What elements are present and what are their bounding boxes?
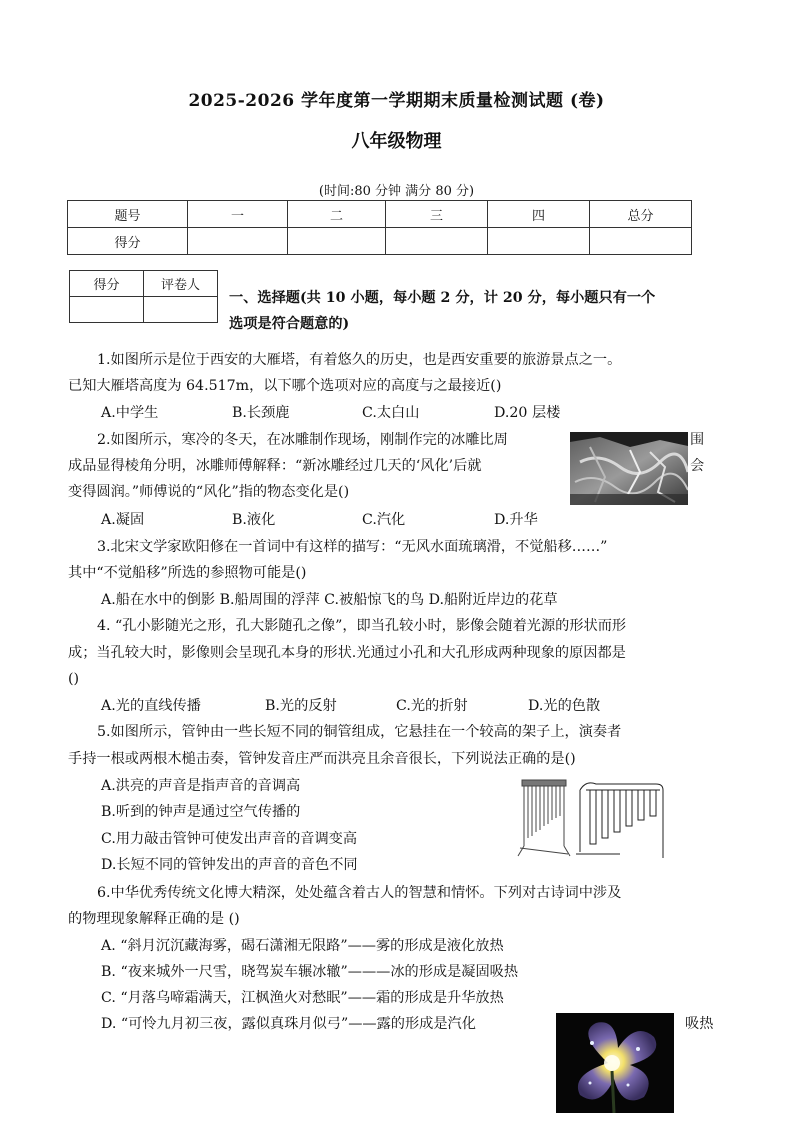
q4-line3: () [68, 671, 80, 687]
q2-option-b: B.液化 [232, 512, 276, 528]
q2-option-d: D.升华 [494, 512, 538, 528]
q6-line2: 的物理现象解释正确的是 () [68, 911, 240, 927]
q1-option-c: C.太白山 [362, 405, 420, 421]
tubular-bells-image [516, 776, 666, 862]
q5-option-d: D.长短不同的管钟发出的声音的音色不同 [101, 857, 358, 873]
section1-heading-line2: 选项是符合题意的) [229, 316, 350, 332]
q5-line1: 5.如图所示，管钟由一些长短不同的铜管组成，它悬挂在一个较高的架子上，演奏者 [97, 724, 622, 740]
dew-flower-image [556, 1013, 674, 1113]
q1-line2: 已知大雁塔高度为 64.517m，以下哪个选项对应的高度与之最接近() [68, 378, 502, 394]
ice-sculpture-image [570, 432, 688, 505]
q1-option-b: B.长颈鹿 [232, 405, 290, 421]
q6-option-a: A. “斜月沉沉藏海雾，碣石潇湘无限路”——雾的形成是液化放热 [101, 938, 504, 954]
q1-line1: 1.如图所示是位于西安的大雁塔，有着悠久的历史，也是西安重要的旅游景点之一。 [97, 352, 622, 368]
q6-option-c: C. “月落乌啼霜满天，江枫渔火对愁眠”——霜的形成是升华放热 [101, 990, 504, 1006]
score-table-blank-cell[interactable] [488, 228, 590, 255]
q4-option-d: D.光的色散 [528, 698, 601, 714]
grader-name-label: 评卷人 [144, 271, 218, 297]
score-table-blank-cell[interactable] [590, 228, 692, 255]
q4-option-c: C.光的折射 [396, 698, 468, 714]
q2-option-a: A.凝固 [101, 512, 145, 528]
grader-name-blank-cell[interactable] [144, 297, 218, 323]
score-table-cell: 一 [188, 201, 288, 228]
q2-line3: 变得圆润。”师傅说的“风化”指的物态变化是() [68, 484, 350, 500]
grader-table [69, 270, 218, 323]
exam-info: (时间:80 分钟 满分 80 分) [318, 184, 475, 199]
score-table-blank-cell[interactable] [188, 228, 288, 255]
score-table-blank-cell[interactable] [288, 228, 386, 255]
q5-option-a: A.洪亮的声音是指声音的音调高 [101, 778, 301, 794]
section1-heading-line1: 一、选择题(共 10 小题，每小题 2 分，计 20 分，每小题只有一个 [229, 290, 656, 306]
score-table-row-label: 得分 [68, 228, 188, 255]
exam-title: 2025-2026 学年度第一学期期末质量检测试题 (卷) [188, 91, 605, 111]
q1-option-d: D.20 层楼 [494, 405, 561, 421]
q5-option-c: C.用力敲击管钟可使发出声音的音调变高 [101, 831, 358, 847]
q2-option-c: C.汽化 [362, 512, 406, 528]
score-table-header-row [68, 201, 692, 228]
q4-line1: 4. “孔小影随光之形，孔大影随孔之像”，即当孔较小时，影像会随着光源的形状而形 [97, 618, 627, 634]
q3-options: A.船在水中的倒影 B.船周围的浮萍 C.被船惊飞的鸟 D.船附近岸边的花草 [101, 592, 558, 608]
q2-line1: 2.如图所示，寒冷的冬天，在冰雕制作现场，刚制作完的冰雕比周 [97, 432, 508, 448]
q3-line1: 3.北宋文学家欧阳修在一首词中有这样的描写：“无风水面琉璃滑，不觉船移……” [97, 539, 608, 555]
q4-option-a: A.光的直线传播 [101, 698, 201, 714]
score-table-score-row [68, 228, 692, 255]
score-table-cell: 总分 [590, 201, 692, 228]
q6-line1: 6.中华优秀传统文化博大精深，处处蕴含着古人的智慧和情怀。下列对古诗词中涉及 [97, 885, 622, 901]
q1-option-a: A.中学生 [101, 405, 159, 421]
score-table-blank-cell[interactable] [386, 228, 488, 255]
grader-table-header-row [70, 271, 218, 297]
grader-score-label: 得分 [70, 271, 144, 297]
q4-line2: 成；当孔较大时，影像则会呈现孔本身的形状.光通过小孔和大孔形成两种现象的原因都是 [68, 645, 626, 661]
q6-option-d: D. “可怜九月初三夜，露似真珠月似弓”——露的形成是汽化 [101, 1016, 476, 1032]
grader-table-blank-row [70, 297, 218, 323]
q3-line2: 其中“不觉船移”所选的参照物可能是() [68, 565, 307, 581]
q4-option-b: B.光的反射 [265, 698, 337, 714]
q2-line1-end: 围 [690, 432, 705, 448]
q2-line2-end: 会 [690, 458, 705, 474]
q6-option-d-end: 吸热 [685, 1016, 714, 1032]
score-table-cell: 三 [386, 201, 488, 228]
score-table-cell: 四 [488, 201, 590, 228]
q2-line2: 成品显得棱角分明，冰雕师傅解释：“新冰雕经过几天的‘风化’后就 [68, 458, 482, 474]
grader-score-blank-cell[interactable] [70, 297, 144, 323]
score-table-cell: 二 [288, 201, 386, 228]
score-table-cell: 题号 [68, 201, 188, 228]
q5-option-b: B.听到的钟声是通过空气传播的 [101, 804, 301, 820]
exam-subtitle: 八年级物理 [351, 131, 442, 152]
q6-option-b: B. “夜来城外一尺雪，晓驾炭车辗冰辙”———冰的形成是凝固吸热 [101, 964, 519, 980]
q5-line2: 手持一根或两根木槌击奏，管钟发音庄严而洪亮且余音很长，下列说法正确的是() [68, 751, 576, 767]
score-table [67, 200, 692, 255]
